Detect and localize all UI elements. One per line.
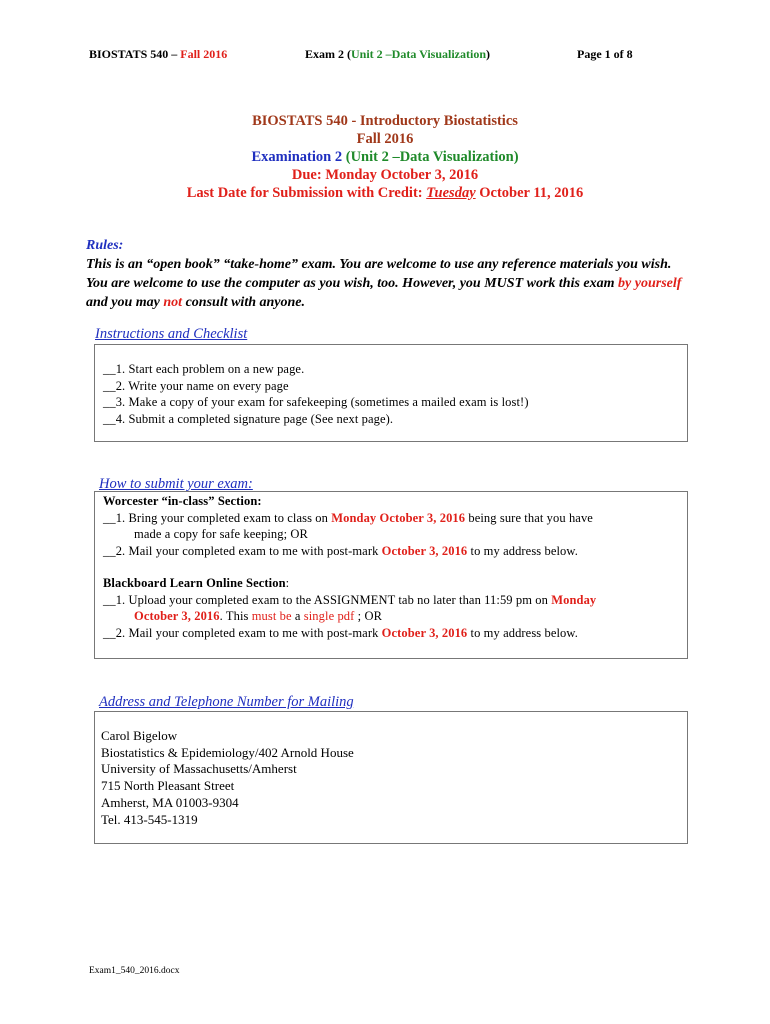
worcester-item-2-date: October 3, 2016 xyxy=(381,543,468,558)
online-title-colon: : xyxy=(285,576,290,590)
online-item-1-cont xyxy=(103,608,596,625)
header-exam-prefix: Exam 2 ( xyxy=(305,47,351,61)
address-lines xyxy=(101,728,354,828)
title-last-date-day: Tuesday xyxy=(426,185,476,201)
title-term: Fall 2016 xyxy=(356,131,414,147)
submit-heading: How to submit your exam: xyxy=(99,476,253,492)
address-heading: Address and Telephone Number for Mailing xyxy=(99,694,354,710)
online-item-1-f: a xyxy=(291,609,304,623)
rules-text-a: This is an “open book” “take-home” exam. You are welcome to use any reference materials you wish. You are welcome to use the computer as you wish, too. However, you MUST work this exam xyxy=(86,257,672,291)
instructions-item-1: __1. Start each problem on a new page. xyxy=(103,362,305,376)
address-city: Amherst, MA 01003-9304 xyxy=(101,794,239,810)
worcester-item-1-cont: made a copy for safe keeping; OR xyxy=(134,527,308,541)
rules-text-not: not xyxy=(163,295,183,310)
rules-text-e: consult with anyone. xyxy=(182,295,305,310)
worcester-item-2 xyxy=(103,543,596,560)
instructions-box xyxy=(94,344,688,442)
title-exam xyxy=(0,148,770,166)
online-item-1-day: Monday xyxy=(551,592,597,607)
rules-heading: Rules: xyxy=(86,238,124,253)
header-term: Fall 2016 xyxy=(180,47,228,61)
instructions-item-3: __3. Make a copy of your exam for safekeeping (sometimes a mailed exam is lost!) xyxy=(103,395,529,409)
online-item-1 xyxy=(103,592,596,609)
title-due: Due: Monday October 3, 2016 xyxy=(291,167,479,183)
worcester-item-1-a: __1. Bring your completed exam to class on xyxy=(103,510,332,525)
header-exam-unit: Unit 2 –Data Visualization xyxy=(351,47,487,61)
header-course xyxy=(89,47,227,62)
instructions-item-4: __4. Submit a completed signature page (See next page). xyxy=(103,411,394,426)
rules-text-c: and you may xyxy=(86,295,164,310)
submit-list xyxy=(103,493,596,641)
title-block xyxy=(0,112,770,202)
title-course: BIOSTATS 540 - Introductory Biostatistics xyxy=(252,113,518,129)
address-street: 715 North Pleasant Street xyxy=(101,778,235,794)
online-item-1-a: __1. Upload your completed exam to the ASSIGNMENT tab no later than 11:59 pm on xyxy=(103,592,552,607)
worcester-title: Worcester “in-class” Section: xyxy=(103,494,262,508)
submit-spacer xyxy=(103,559,596,575)
online-item-1-pdf: single pdf xyxy=(303,609,355,623)
worcester-item-1-date: Monday October 3, 2016 xyxy=(331,510,466,525)
title-exam-name: Examination 2 xyxy=(251,149,346,165)
header-page: Page 1 of 8 xyxy=(577,47,633,61)
title-exam-unit: (Unit 2 –Data Visualization) xyxy=(345,149,519,165)
online-item-1-date: October 3, 2016 xyxy=(134,609,220,623)
title-last-date-label: Last Date for Submission with Credit: xyxy=(186,185,427,201)
online-title: Blackboard Learn Online Section xyxy=(103,576,286,590)
online-item-1-d: . This xyxy=(219,609,252,623)
header-exam-suffix: ) xyxy=(486,47,491,61)
instructions-list xyxy=(103,361,529,427)
title-last-date-date: October 11, 2016 xyxy=(475,185,584,201)
address-box xyxy=(94,711,688,844)
address-university: University of Massachusetts/Amherst xyxy=(101,761,297,777)
worcester-item-2-a: __2. Mail your completed exam to me with post-mark xyxy=(103,543,382,558)
title-last-date xyxy=(0,184,770,202)
address-name: Carol Bigelow xyxy=(101,728,178,743)
instructions-heading: Instructions and Checklist xyxy=(95,326,248,342)
online-item-2-date: October 3, 2016 xyxy=(381,625,468,640)
online-item-2 xyxy=(103,625,596,642)
header-dash: – xyxy=(168,47,181,61)
header-exam xyxy=(305,47,490,62)
worcester-item-1-c: being sure that you have xyxy=(465,510,593,525)
header-course-name: BIOSTATS 540 xyxy=(89,47,169,61)
footer-filename: Exam1_540_2016.docx xyxy=(89,966,180,976)
instructions-item-2: __2. Write your name on every page xyxy=(103,378,289,393)
rules-text-by-yourself: by yourself xyxy=(618,276,682,291)
rules-text xyxy=(86,255,686,312)
online-item-1-must: must be xyxy=(251,609,292,623)
online-item-2-c: to my address below. xyxy=(467,625,578,640)
online-title-row xyxy=(103,575,596,592)
online-item-1-h: ; OR xyxy=(354,609,383,623)
address-phone: Tel. 413-545-1319 xyxy=(101,811,198,827)
submit-box xyxy=(94,491,688,659)
address-dept: Biostatistics & Epidemiology/402 Arnold House xyxy=(101,744,354,760)
worcester-item-2-c: to my address below. xyxy=(467,543,578,558)
worcester-item-1 xyxy=(103,510,596,527)
online-item-2-a: __2. Mail your completed exam to me with post-mark xyxy=(103,625,382,640)
rules-section xyxy=(86,236,686,312)
